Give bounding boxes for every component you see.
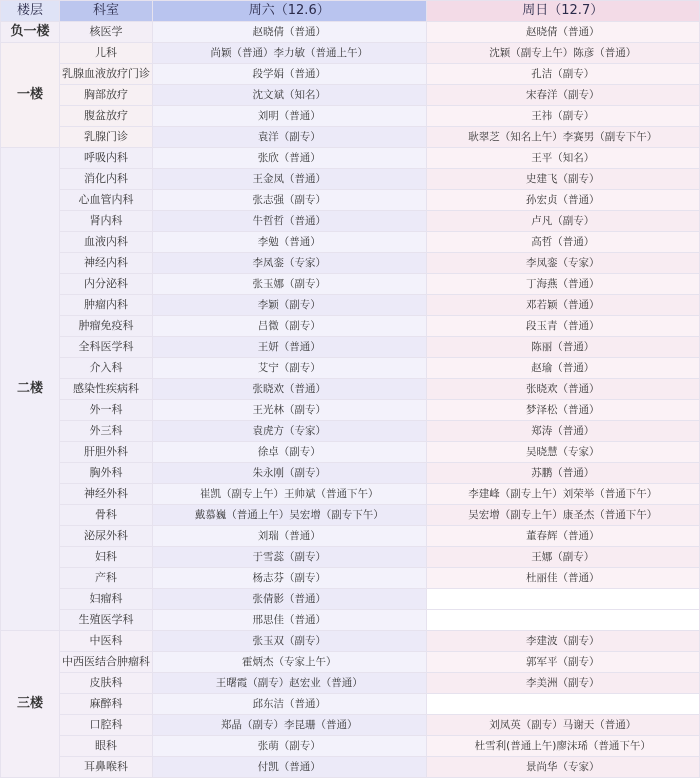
saturday-doctor-cell: 袁虎方（专家） (153, 421, 427, 442)
table-row (1, 589, 700, 610)
dept-cell: 胸部放疗 (60, 85, 153, 106)
table-row (1, 85, 700, 106)
sunday-doctor-cell: 段玉青（普通） (426, 316, 700, 337)
table-row (1, 190, 700, 211)
saturday-doctor-cell: 段学娟（普通） (153, 64, 427, 85)
floor-cell: 三楼 (1, 631, 60, 778)
saturday-doctor-cell: 朱永刚（副专） (153, 463, 427, 484)
table-row (1, 211, 700, 232)
saturday-doctor-cell: 郑晶（副专）李昆珊（普通） (153, 715, 427, 736)
saturday-doctor-cell: 张玉娜（副专） (153, 274, 427, 295)
saturday-doctor-cell: 李凤銮（专家） (153, 253, 427, 274)
table-row (1, 106, 700, 127)
dept-cell: 核医学 (60, 22, 153, 43)
table-row (1, 736, 700, 757)
saturday-doctor-cell: 霍炳杰（专家上午） (153, 652, 427, 673)
sunday-doctor-cell: 李建波（副专） (426, 631, 700, 652)
dept-cell: 心血管内科 (60, 190, 153, 211)
table-row (1, 694, 700, 715)
table-row (1, 610, 700, 631)
sunday-doctor-cell: 耿翠芝（知名上午）李赛男（副专下午） (426, 127, 700, 148)
table-row (1, 169, 700, 190)
sunday-doctor-cell: 邓若颖（普通） (426, 295, 700, 316)
sunday-doctor-cell: 陈丽（普通） (426, 337, 700, 358)
dept-cell: 全科医学科 (60, 337, 153, 358)
sunday-doctor-cell: 孔洁（副专） (426, 64, 700, 85)
sunday-doctor-cell (426, 610, 700, 631)
dept-cell: 皮肤科 (60, 673, 153, 694)
saturday-doctor-cell: 张玉双（副专） (153, 631, 427, 652)
table-row (1, 526, 700, 547)
saturday-doctor-cell: 沈文斌（知名） (153, 85, 427, 106)
saturday-doctor-cell: 赵晓倩（普通） (153, 22, 427, 43)
column-header-dept: 科室 (60, 1, 153, 22)
saturday-doctor-cell: 牛哲哲（普通） (153, 211, 427, 232)
dept-cell: 麻醉科 (60, 694, 153, 715)
table-row (1, 43, 700, 64)
sunday-doctor-cell: 李建峰（副专上午）刘荣举（普通下午） (426, 484, 700, 505)
dept-cell: 乳腺血液放疗门诊 (60, 64, 153, 85)
table-row (1, 505, 700, 526)
dept-cell: 骨科 (60, 505, 153, 526)
dept-cell: 耳鼻喉科 (60, 757, 153, 778)
table-row (1, 358, 700, 379)
saturday-doctor-cell: 王金凤（普通） (153, 169, 427, 190)
dept-cell: 口腔科 (60, 715, 153, 736)
table-row (1, 715, 700, 736)
sunday-doctor-cell: 高哲（普通） (426, 232, 700, 253)
saturday-doctor-cell: 邢思佳（普通） (153, 610, 427, 631)
table-row (1, 757, 700, 778)
table-row (1, 421, 700, 442)
saturday-doctor-cell: 刘瑞（普通） (153, 526, 427, 547)
saturday-doctor-cell: 张倩影（普通） (153, 589, 427, 610)
saturday-doctor-cell: 崔凯（副专上午）王帅斌（普通下午） (153, 484, 427, 505)
dept-cell: 肿瘤免疫科 (60, 316, 153, 337)
sunday-doctor-cell: 苏鹏（普通） (426, 463, 700, 484)
dept-cell: 神经内科 (60, 253, 153, 274)
sunday-doctor-cell: 景尚华（专家） (426, 757, 700, 778)
saturday-doctor-cell: 李颖（副专） (153, 295, 427, 316)
dept-cell: 介入科 (60, 358, 153, 379)
dept-cell: 乳腺门诊 (60, 127, 153, 148)
saturday-doctor-cell: 张欣（普通） (153, 148, 427, 169)
saturday-doctor-cell: 王曙霞（副专）赵宏业（普通） (153, 673, 427, 694)
saturday-doctor-cell: 李勉（普通） (153, 232, 427, 253)
sunday-doctor-cell: 郭军平（副专） (426, 652, 700, 673)
saturday-doctor-cell: 王妍（普通） (153, 337, 427, 358)
dept-cell: 泌尿外科 (60, 526, 153, 547)
floor-cell: 一楼 (1, 43, 60, 148)
table-row (1, 400, 700, 421)
column-header-floor: 楼层 (1, 1, 60, 22)
dept-cell: 神经外科 (60, 484, 153, 505)
sunday-doctor-cell: 杜雪利(普通上午)廖沫琋（普通下午） (426, 736, 700, 757)
dept-cell: 肿瘤内科 (60, 295, 153, 316)
dept-cell: 外一科 (60, 400, 153, 421)
table-row (1, 337, 700, 358)
sunday-doctor-cell: 梦泽松（普通） (426, 400, 700, 421)
dept-cell: 产科 (60, 568, 153, 589)
saturday-doctor-cell: 尚颖（普通）李力敏（普通上午） (153, 43, 427, 64)
sunday-doctor-cell: 王平（知名） (426, 148, 700, 169)
dept-cell: 眼科 (60, 736, 153, 757)
saturday-doctor-cell: 张萌（副专） (153, 736, 427, 757)
table-body (1, 22, 700, 778)
dept-cell: 中医科 (60, 631, 153, 652)
table-row (1, 379, 700, 400)
sunday-doctor-cell: 赵晓倩（普通） (426, 22, 700, 43)
dept-cell: 呼吸内科 (60, 148, 153, 169)
saturday-doctor-cell: 艾宁（副专） (153, 358, 427, 379)
sunday-doctor-cell: 张晓欢（普通） (426, 379, 700, 400)
saturday-doctor-cell: 杨志芬（副专） (153, 568, 427, 589)
floor-cell: 负一楼 (1, 22, 60, 43)
sunday-doctor-cell: 卢凡（副专） (426, 211, 700, 232)
saturday-doctor-cell: 张志强（副专） (153, 190, 427, 211)
saturday-doctor-cell: 徐卓（副专） (153, 442, 427, 463)
table-row (1, 631, 700, 652)
saturday-doctor-cell: 吕微（副专） (153, 316, 427, 337)
saturday-doctor-cell: 刘明（普通） (153, 106, 427, 127)
sunday-doctor-cell (426, 589, 700, 610)
dept-cell: 妇瘤科 (60, 589, 153, 610)
dept-cell: 消化内科 (60, 169, 153, 190)
sunday-doctor-cell: 丁海燕（普通） (426, 274, 700, 295)
sunday-doctor-cell: 杜丽佳（普通） (426, 568, 700, 589)
dept-cell: 儿科 (60, 43, 153, 64)
sunday-doctor-cell: 沈颖（副专上午）陈彦（普通） (426, 43, 700, 64)
saturday-doctor-cell: 袁洋（副专） (153, 127, 427, 148)
sunday-doctor-cell: 王祎（副专） (426, 106, 700, 127)
table-row (1, 253, 700, 274)
table-row (1, 148, 700, 169)
sunday-doctor-cell: 宋春洋（副专） (426, 85, 700, 106)
column-header-sunday: 周日（12.7） (426, 1, 700, 22)
saturday-doctor-cell: 戴慕巍（普通上午）吴宏增（副专下午） (153, 505, 427, 526)
saturday-doctor-cell: 付凯（普通） (153, 757, 427, 778)
sunday-doctor-cell: 刘凤英（副专）马谢天（普通） (426, 715, 700, 736)
dept-cell: 血液内科 (60, 232, 153, 253)
sunday-doctor-cell: 董春辉（普通） (426, 526, 700, 547)
sunday-doctor-cell (426, 694, 700, 715)
dept-cell: 腹盆放疗 (60, 106, 153, 127)
table-row (1, 127, 700, 148)
table-row (1, 484, 700, 505)
table-row (1, 547, 700, 568)
table-row (1, 652, 700, 673)
header-row (1, 1, 700, 22)
dept-cell: 胸外科 (60, 463, 153, 484)
sunday-doctor-cell: 吴晓慧（专家） (426, 442, 700, 463)
sunday-doctor-cell: 赵瑜（普通） (426, 358, 700, 379)
dept-cell: 肾内科 (60, 211, 153, 232)
sunday-doctor-cell: 王娜（副专） (426, 547, 700, 568)
sunday-doctor-cell: 吴宏增（副专上午）康圣杰（普通下午） (426, 505, 700, 526)
floor-cell: 二楼 (1, 148, 60, 631)
saturday-doctor-cell: 张晓欢（普通） (153, 379, 427, 400)
dept-cell: 内分泌科 (60, 274, 153, 295)
table-row (1, 442, 700, 463)
dept-cell: 生殖医学科 (60, 610, 153, 631)
dept-cell: 妇科 (60, 547, 153, 568)
saturday-doctor-cell: 王光林（副专） (153, 400, 427, 421)
dept-cell: 感染性疾病科 (60, 379, 153, 400)
column-header-saturday: 周六（12.6） (153, 1, 427, 22)
table-row (1, 673, 700, 694)
table-row (1, 568, 700, 589)
table-row (1, 64, 700, 85)
dept-cell: 肝胆外科 (60, 442, 153, 463)
table-row (1, 463, 700, 484)
table-row (1, 295, 700, 316)
sunday-doctor-cell: 孙宏贞（普通） (426, 190, 700, 211)
saturday-doctor-cell: 邱东洁（普通） (153, 694, 427, 715)
sunday-doctor-cell: 郑涛（普通） (426, 421, 700, 442)
sunday-doctor-cell: 李凤銮（专家） (426, 253, 700, 274)
table-header (1, 1, 700, 22)
table-row (1, 274, 700, 295)
table-row (1, 232, 700, 253)
sunday-doctor-cell: 史建飞（副专） (426, 169, 700, 190)
table-row (1, 316, 700, 337)
sunday-doctor-cell: 李美洲（副专） (426, 673, 700, 694)
table-row (1, 22, 700, 43)
dept-cell: 外三科 (60, 421, 153, 442)
dept-cell: 中西医结合肿瘤科 (60, 652, 153, 673)
saturday-doctor-cell: 于雪蕊（副专） (153, 547, 427, 568)
